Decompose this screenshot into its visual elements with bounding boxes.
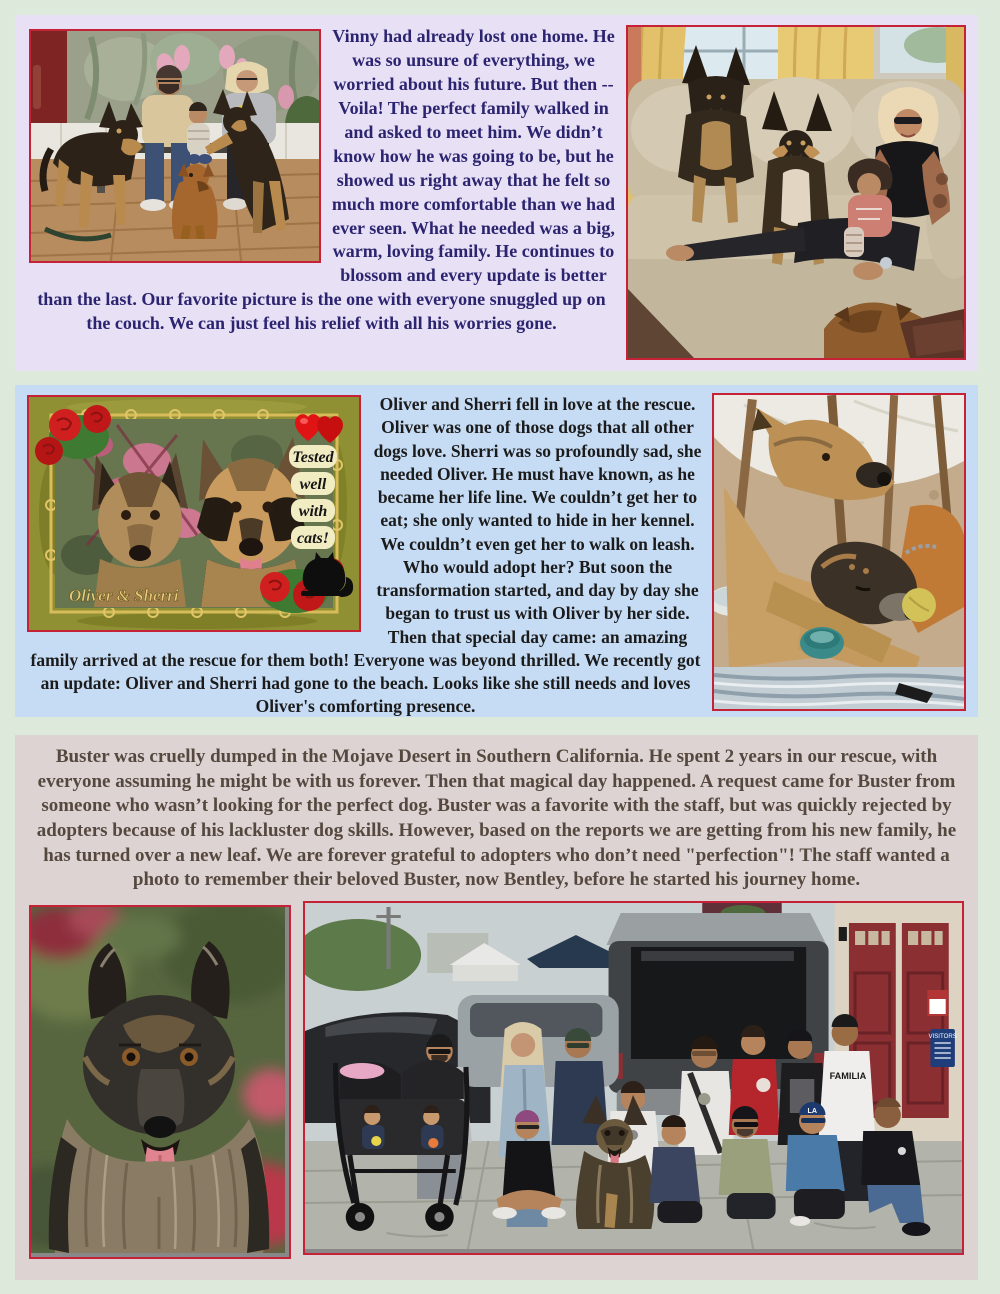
familia-shirt-text: FAMILIA bbox=[829, 1071, 867, 1082]
dogs-cuddling-beach-photo bbox=[712, 393, 966, 711]
oliver-sherri-story-text: Oliver and Sherri fell in love at the rescue. Oliver was one of those dogs that all other dogs love. Sherri was so profoundly sad, she needed Oliver. He must have known, as he became her life line. We couldn’t get her to eat; she only wanted to hide in her kennel. We couldn’t even get her to walk on leash. Who would adopt her? But soon the transformation started, and day by day she began to trust us with Oliver by her side. Then that special day came: an amazing family arrived at the rescue for them both! Everyone was beyond thrilled. We recently got an update: Oliver and Sherri had gone to the beach. Looks like she still needs and loves Oliver's comforting presence. bbox=[30, 394, 702, 717]
family-photo-illustration bbox=[31, 31, 319, 261]
group-photo-illustration bbox=[305, 903, 962, 1249]
buster-portrait-illustration bbox=[31, 907, 285, 1253]
la-cap-text: LA bbox=[807, 1108, 818, 1116]
rescue-staff-group-photo bbox=[303, 901, 964, 1255]
oliver-sherri-story-section bbox=[15, 385, 978, 717]
oliver-sherri-framed-photo bbox=[27, 395, 361, 632]
buster-story-section bbox=[15, 735, 978, 1280]
buster-photo-row bbox=[29, 901, 964, 1259]
family-with-three-dogs-photo bbox=[29, 29, 321, 263]
frame-caption: Oliver & Sherri bbox=[69, 586, 179, 605]
beach-photo-illustration bbox=[714, 395, 964, 709]
vinny-story-text: Vinny had already lost one home. He was so unsure of everything, we worried about his future. But then -- Voila! The perfect family walked in and asked to meet him. We didn’t know how he was going to be, but he showed us right away that he felt so much more comfortable than we had ever seen. What he needed was a big, warm, loving family. He continues to blossom and every update is better than the last. Our favorite picture is the one with everyone snuggled up on the couch. We can just feel his relief with all his worries gone. bbox=[37, 26, 616, 334]
tested-badge-line-3: with bbox=[298, 503, 328, 520]
vinny-story-section bbox=[15, 15, 978, 371]
buster-story-text: Buster was cruelly dumped in the Mojave Desert in Southern California. He spent 2 years in our rescue, with everyone assuming he might be with us forever. Then that magical day happened. A request came for Buster from someone who wasn’t looking for the perfect dog. Buster was a favorite with the staff, but was quickly rejected by adopters because of his lackluster dog skills. However, based on the reports we are getting from his new family, he has turned over a new leaf. We are forever grateful to adopters who don’t need "perfection"! The staff wanted a photo to remember their beloved Buster, now Bentley, before he started his journey home. bbox=[36, 746, 957, 891]
couch-photo-illustration bbox=[628, 27, 964, 358]
woman-on-couch-with-dogs-photo bbox=[626, 25, 966, 360]
tested-badge-line-4: cats! bbox=[297, 530, 329, 547]
framed-photo-illustration bbox=[27, 395, 361, 632]
buster-portrait-photo bbox=[29, 905, 291, 1259]
visitors-sign-text: VISITORS bbox=[928, 1034, 957, 1041]
tested-badge-line-1: Tested bbox=[292, 449, 334, 466]
tested-badge-line-2: well bbox=[299, 476, 327, 493]
